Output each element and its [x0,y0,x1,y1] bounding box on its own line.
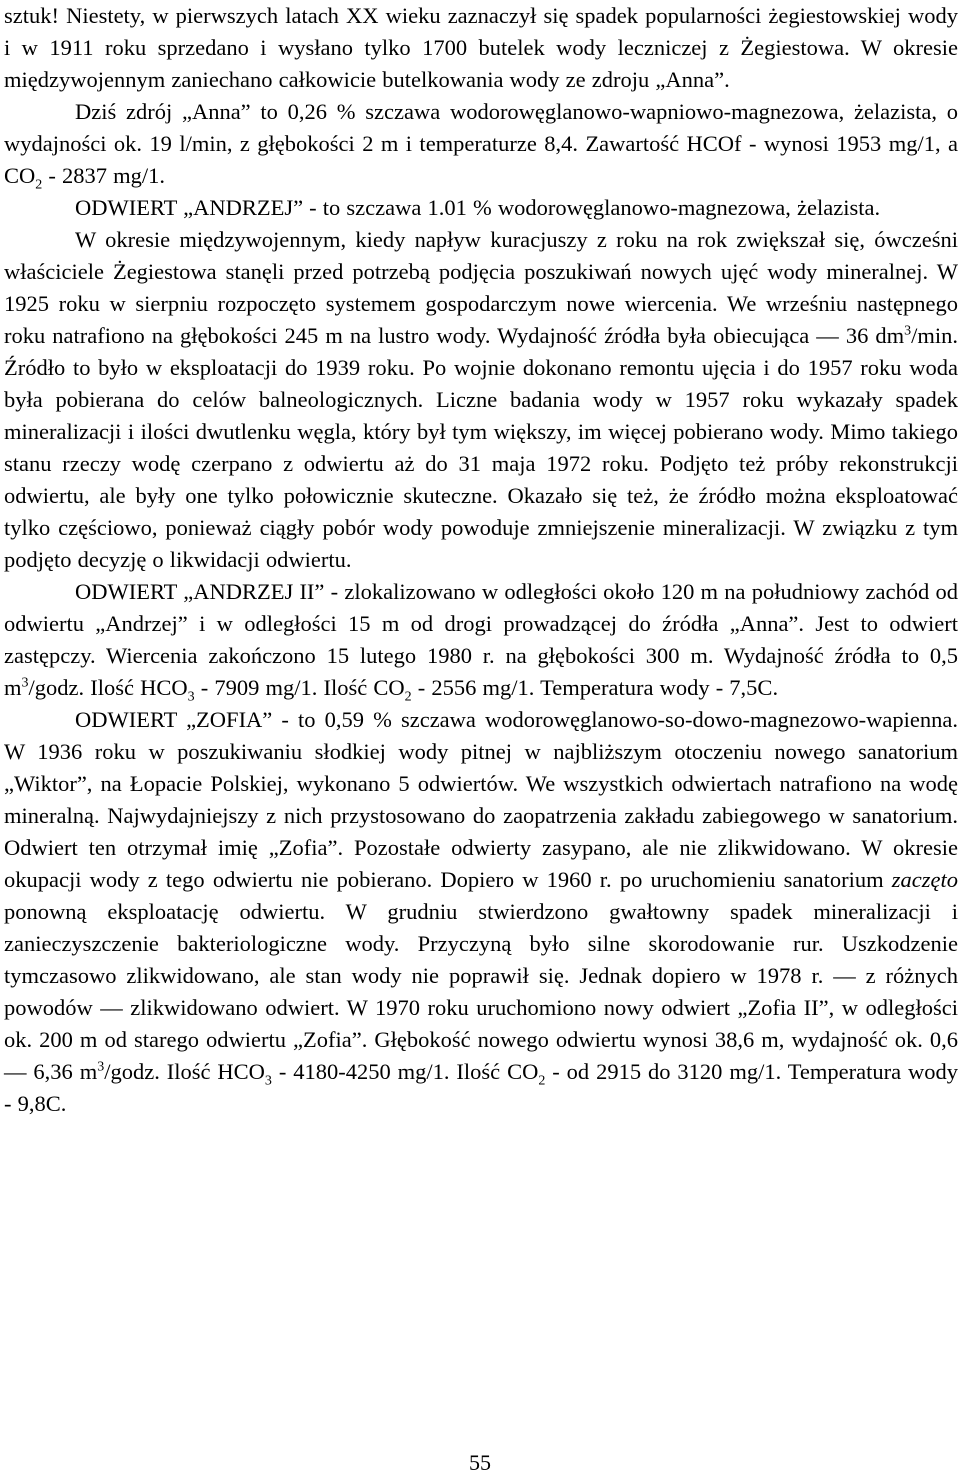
paragraph-1 [4,0,958,96]
paragraph-6-text-c: /godz. Ilość HCO [104,1059,265,1084]
paragraph-andrzej [4,192,958,224]
paragraph-anna-spring [4,96,958,192]
paragraph-5-text-b: /godz. Ilość HCO [28,675,188,700]
paragraph-5-text-c: - 7909 mg/1. Ilość CO [194,675,405,700]
paragraph-4-text-a: W okresie międzywojennym, kiedy napływ kuracjuszy z roku na rok zwiększał się, ówcześni właściciele Żegiestowa stanęli przed potrzebą podjęcia poszukiwań nowych ujęć wody mineralnej. W 1925 roku w sierpniu rozpoczęto systemem gospodarczym nowe wiercenia. We wrześniu następnego roku natrafiono na głębokości 245 m na lustro wody. Wydajność źródła była obiecująca — 36 dm [4,227,958,348]
superscript: 3 [21,675,29,691]
paragraph-4-text-b: /min. Źródło to było w eksploatacji do 1939 roku. Po wojnie dokonano remontu ujęcia i do 1957 roku woda była pobierana do celów balneologicznych. Liczne badania wody w 1957 roku wykazały spadek mineralizacji i ilości dwutlenku węgla, który był tym większy, im więcej pobierano wody. Mimo takiego stanu rzeczy wodę czerpano z odwiertu aż do 31 maja 1972 roku. Podjęto też próby rekonstrukcji odwiertu, ale były one tylko połowicznie skuteczne. Okazało się też, że źródło można eksploatować tylko częściowo, ponieważ ciągły pobór wody powoduje zmniejszenie mineralizacji. W związku z tym podjęto decyzję o likwidacji odwiertu. [4,323,958,572]
subscript: 3 [187,689,195,705]
paragraph-1-text: sztuk! Niestety, w pierwszych latach XX wieku zaznaczył się spadek popularności żegiestowskiej wody i w 1911 roku sprzedano i wysłano tylko 1700 butelek wody leczniczej z Żegiestowa. W okresie międzywojennym zaniechano całkowicie butelkowania wody ze zdroju „Anna”. [4,3,958,92]
paragraph-6-text-e: - od 2915 do 3120 mg/1. Temperatura wody - 9,8C. [4,1059,958,1116]
paragraph-zofia [4,704,958,1120]
paragraph-5-text-d: - 2556 mg/1. Temperatura wody - 7,5C. [411,675,779,700]
superscript: 3 [97,1059,105,1075]
paragraph-2-text-a: Dziś zdrój „Anna” to 0,26 % szczawa wodorowęglanowo-wapniowo-magnezowa, żelazista, o wydajności ok. 19 l/min, z głębokości 2 m i temperaturze 8,4. Zawartość HCOf - wynosi 1953 mg/1, a CO [4,99,958,188]
paragraph-6-text-a: ODWIERT „ZOFIA” - to 0,59 % szczawa wodorowęglanowo-so-dowo-magnezowo-wapienna. W 1936 roku w poszukiwaniu słodkiej wody pitnej w najbliższym otoczeniu nowego sanatorium „Wiktor”, na Łopacie Polskiej, wykonano 5 odwiertów. We wszystkich odwiertach natrafiono na wodę mineralną. Najwydajniejszy z nich przystosowano do zaopatrzenia zakładu zabiegowego w sanatorium. Odwiert ten otrzymał imię „Zofia”. Pozostałe odwierty zasypano, ale nie zlikwidowano. W okresie okupacji wody z tego odwiertu nie pobierano. Dopiero w 1960 r. po uruchomieniu sanatorium [4,707,958,892]
subscript: 3 [264,1073,272,1089]
paragraph-3-text: ODWIERT „ANDRZEJ” - to szczawa 1.01 % wodorowęglanowo-magnezowa, żelazista. [75,195,881,220]
document-page [4,0,958,1120]
paragraph-6-text-d: - 4180-4250 mg/1. Ilość CO [271,1059,539,1084]
paragraph-2-text-b: - 2837 mg/1. [42,163,166,188]
paragraph-interwar [4,224,958,576]
paragraph-andrzej-ii [4,576,958,704]
page-number: 55 [469,1450,491,1475]
italic-word: zaczęto [891,867,958,892]
paragraph-6-text-b: ponowną eksploatację odwiertu. W grudniu stwierdzono gwałtowny spadek mineralizacji i zanieczyszczenie bakteriologiczne wody. Przyczyną było silne skorodowanie rur. Uszkodzenie tymczasowo zlikwidowano, ale stan wody nie poprawił się. Jednak dopiero w 1978 r. — z różnych powodów — zlikwidowano odwiert. W 1970 roku uruchomiono nowy odwiert „Zofia II”, w odległości ok. 200 m od starego odwiertu „Zofia”. Głębokość nowego odwiertu wynosi 38,6 m, wydajność ok. 0,6 — 6,36 m [4,899,958,1084]
superscript: 3 [904,323,912,339]
subscript: 2 [35,177,43,193]
paragraph-5-text-a: ODWIERT „ANDRZEJ II” - zlokalizowano w odległości około 120 m na południowy zachód od odwiertu „Andrzej” i w odległości 15 m od drogi prowadzącej do źródła „Anna”. Jest to odwiert zastępczy. Wiercenia zakończono 15 lutego 1980 r. na głębokości 300 m. Wydajność źródła to 0,5 m [4,579,958,700]
subscript: 2 [404,689,412,705]
subscript: 2 [538,1073,546,1089]
